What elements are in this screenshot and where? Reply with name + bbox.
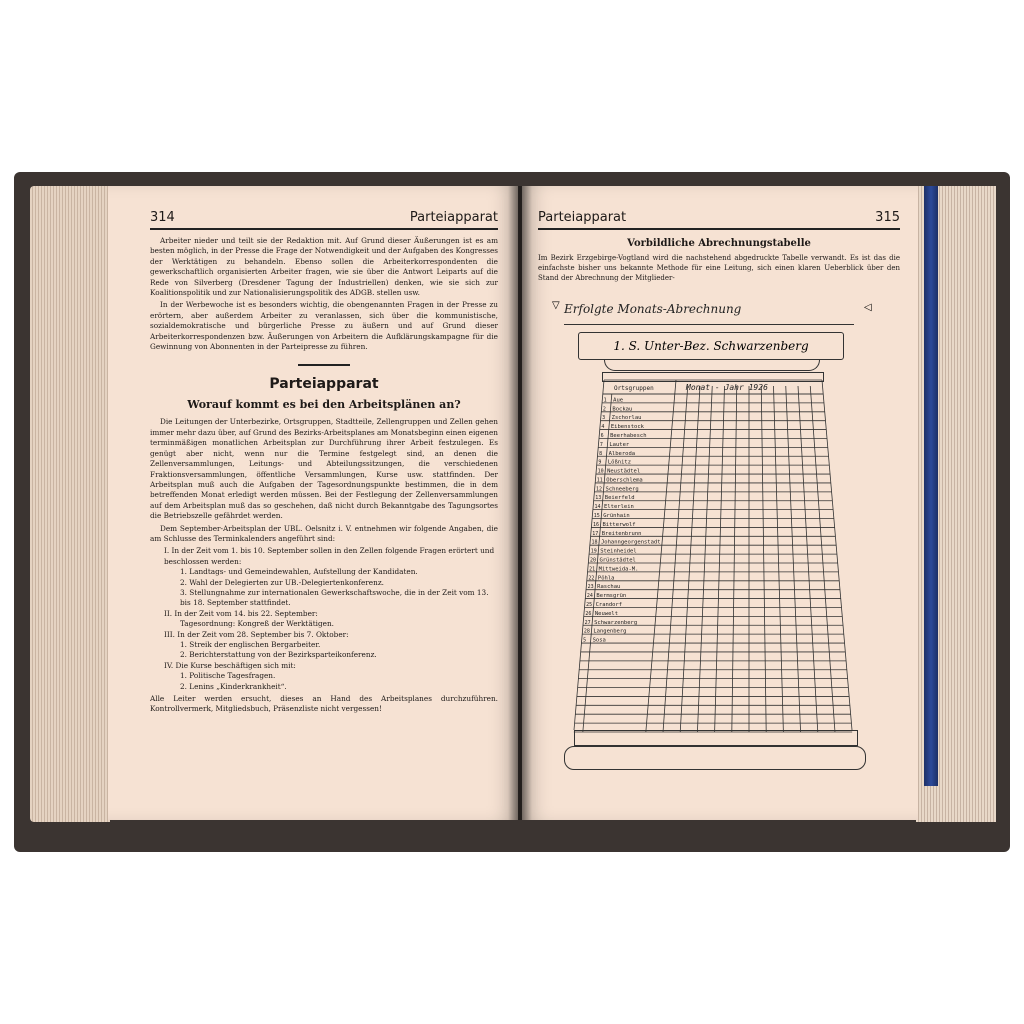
row-ortsgruppe: Sosa [592,637,606,644]
row-number: 17 [592,530,599,537]
row-number: 5 [583,637,587,644]
intro-paragraph: In der Werbewoche ist es besonders wichtig, die obengenannten Fragen in der Presse zu erörtern, aber außerdem Arbeiter zu veranlassen, sich über die kommunistische, sozialdemokratische und bürgerliche Presse zu äußern und auf Grund dieser Arbeiterkorrespondenzen bzw. Äußerungen von Arbeitern die Aufklärungskampagne für die Gewinnung von Abonnenten in der Parteipresse zu führen. [150,300,498,352]
left-page [108,186,518,820]
row-number: 3 [602,415,606,422]
accounting-table-drawing [526,294,916,794]
table-intro: Im Bezirk Erzgebirge-Vogtland wird die nachstehend abgedruckte Tabelle verwandt. Es ist das die einfachste bisher uns bekannte Methode für eine Leitung, sich einen klaren Ueberblick über den Stand der Abrechnung der Mitglieder- [538,254,900,282]
plan-item: 3. Stellungnahme zur internationalen Gewerkschaftswoche, die in der Zeit vom 13. bis 18. September stattfindet. [180,587,489,608]
plan-item: 2. Wahl der Delegierten zur UB.-Delegiertenkonferenz. [180,577,384,587]
row-number: 6 [600,432,604,439]
plan-item: Tagesordnung: Kongreß der Werktätigen. [180,619,334,629]
row-ortsgruppe: Lauter [609,441,630,448]
row-number: 28 [583,628,590,635]
row-number: 21 [589,566,596,573]
row-number: 4 [601,424,605,431]
grid-line [732,386,737,732]
row-number: 8 [599,450,603,457]
row-number: 9 [598,459,602,466]
row-ortsgruppe: Eibenstock [610,424,645,431]
left-intro-text [150,236,498,352]
plan-item: II. In der Zeit vom 14. bis 22. September: [164,608,318,618]
subsection-title: Worauf kommt es bei den Arbeitsplänen an? [187,398,461,412]
row-number: 13 [595,495,602,502]
row-ortsgruppe: Steinheidel [600,548,637,555]
row-ortsgruppe: Zschorlau [611,415,642,422]
row-ortsgruppe: Bermsgrün [596,593,627,600]
row-number: 2 [602,406,606,413]
row-ortsgruppe: Crandorf [595,601,623,608]
plan-list [150,546,498,692]
row-number: 19 [590,548,597,555]
row-number: 23 [587,584,594,591]
plan-item: 2. Lenins „Kinderkrankheit“. [180,681,287,691]
row-number: 18 [591,539,598,546]
table-grid [526,294,916,734]
row-number: 15 [593,513,600,520]
plan-item: III. In der Zeit vom 28. September bis 7. Oktober: [164,629,349,639]
row-number: 1 [603,397,607,404]
row-number: 16 [592,521,600,528]
row-number: 10 [597,468,604,475]
plan-item: 1. Politische Tagesfragen. [180,671,276,681]
table-title: Vorbildliche Abrechnungstabelle [627,238,811,249]
row-ortsgruppe: Bitterwolf [602,521,636,528]
grid-line [786,386,801,732]
row-number: 11 [596,477,603,484]
section-divider [298,364,350,366]
row-ortsgruppe: Raschau [597,584,621,591]
row-ortsgruppe: Pöhla [597,575,615,582]
section-title: Parteiapparat [269,376,379,393]
plan-item: IV. Die Kurse beschäftigen sich mit: [164,660,296,670]
row-ortsgruppe: Breitenbrunn [601,530,642,537]
left-running-title: Parteiapparat [409,210,498,225]
row-ortsgruppe: Alberoda [608,450,636,457]
section-body [150,417,498,544]
row-number: 12 [596,486,603,493]
header-month-year: Monat - Jahr 1926 [686,383,768,392]
row-ortsgruppe: Mittweida-M. [598,566,639,573]
row-ortsgruppe: Neuwelt [594,610,619,617]
header-ortsgruppen: Ortsgruppen [614,385,654,392]
row-number: 20 [589,557,596,564]
triangle-mark-left: ▽ [552,300,560,311]
plan-item: 1. Streik der englischen Bergarbeiter. [180,640,321,649]
plan-item: 2. Berichterstattung von der Bezirksparteikonferenz. [180,650,377,660]
row-ortsgruppe: Langenberg [593,628,627,635]
grid-line [715,386,725,732]
row-ortsgruppe: Beierfeld [604,495,635,502]
row-ortsgruppe: Beerhabesch [610,432,647,439]
grid-line [697,386,712,732]
right-running-head [538,210,900,230]
section-paragraph: Die Leitungen der Unterbezirke, Ortsgruppen, Stadtteile, Zellengruppen und Zellen gehen immer mehr dazu über, auf Grund des Bezirks-Arbeitsplanes am Monatsbeginn einen eigenen terminmäßigen monatlichen Arbeitsplan zur Durchführung ihrer Arbeit festzulegen. Es genügt aber nicht, wenn nur die Termine festgelegt sind, an denen die Zellenversammlungen, Leitungs- und Abteilungssitzungen, die verschiedenen Fraktionsversammlungen, öffentliche Versammlungen, Kurse usw. stattfinden. Der Arbeitsplan muß auch die Aufgaben der Tagesordnungspunkte bestimmen, die in dem betreffenden Monat erledigt werden müssen. Bei der Festlegung der Zellenversammlungen auf dem Arbeitsplan muß das so geschehen, daß nicht durch Bekanntgabe des Tagungsortes die Betriebszelle gefährdet werden. [150,417,498,521]
grid-line [798,386,818,732]
row-ortsgruppe: Grünstädtel [599,557,636,564]
row-ortsgruppe: Bockau [612,406,633,413]
grid-line [774,386,784,732]
row-ortsgruppe: Grünhain [603,513,630,520]
row-ortsgruppe: Schneeberg [605,486,639,493]
column-base-upper [574,730,858,746]
column-base-lower [564,746,866,770]
left-page-edges [30,186,110,822]
intro-paragraph: Arbeiter nieder und teilt sie der Redaktion mit. Auf Grund dieser Äußerungen ist es am besten möglich, in der Presse die Frage der Notwendigkeit und der Aufgaben des Kongresses der Werktätigen zu behandeln. Ebenso sollen die Arbeiterkorrespondenten die gewerkschaftlich organisierten Arbeiter fragen, wie sie über die Antwort Leiparts auf die Rede von Silverberg (Dresdener Tagung der Industriellen) denken, wie sie sich zur Koalitionspolitik und zur Nationalisierungspolitik des ADGB. stellen usw. [150,236,499,298]
row-ortsgruppe: Schwarzenberg [594,619,638,626]
row-number: 14 [594,504,601,511]
grid-line [822,380,852,730]
grid-line [680,386,700,732]
row-ortsgruppe: Johanngeorgenstadt [600,539,661,546]
left-running-head [150,210,498,230]
row-number: 27 [584,619,591,626]
book-gutter [508,186,532,820]
right-running-title: Parteiapparat [538,210,627,225]
grid-line [646,380,676,732]
row-number: 22 [588,575,595,582]
row-number: 25 [586,601,593,608]
row-ortsgruppe: Lößnitz [607,459,632,466]
triangle-mark-right: ◁ [864,302,872,313]
banner-subdistrict: 1. S. Unter-Bez. Schwarzenberg [578,332,844,360]
plan-item: I. In der Zeit vom 1. bis 10. September sollen in den Zellen folgende Fragen erörtert und beschlossen werden: [164,546,495,566]
banner-monthly-accounting: Erfolgte Monats-Abrechnung [564,302,854,325]
row-number: 24 [586,593,593,600]
row-number: 7 [599,441,603,448]
closing-text: Alle Leiter werden ersucht, dieses an Hand des Arbeitsplanes durchzuführen. Kontrollvermerk, Mitgliedsbuch, Präsenzliste nicht vergessen! [150,694,498,714]
grid-line [810,386,835,732]
row-ortsgruppe: Aue [613,397,624,404]
section-paragraph: Dem September-Arbeitsplan der UBL. Oelsnitz i. V. entnehmen wir folgende Angaben, die am Schlusse des Terminkalenders angeführt sind: [150,523,498,543]
row-ortsgruppe: Oberschlema [606,477,643,484]
grid-line [761,386,766,732]
blue-bookmark-band [924,186,938,786]
plan-item: 1. Landtags- und Gemeindewahlen, Aufstellung der Kandidaten. [180,567,418,577]
row-number: 26 [585,610,592,617]
right-page-number: 315 [875,210,900,225]
grid-line [663,386,688,732]
row-ortsgruppe: Neustädtel [607,468,641,475]
grid-line [574,380,604,730]
left-page-number: 314 [150,210,175,225]
row-ortsgruppe: Elterlein [604,504,634,511]
